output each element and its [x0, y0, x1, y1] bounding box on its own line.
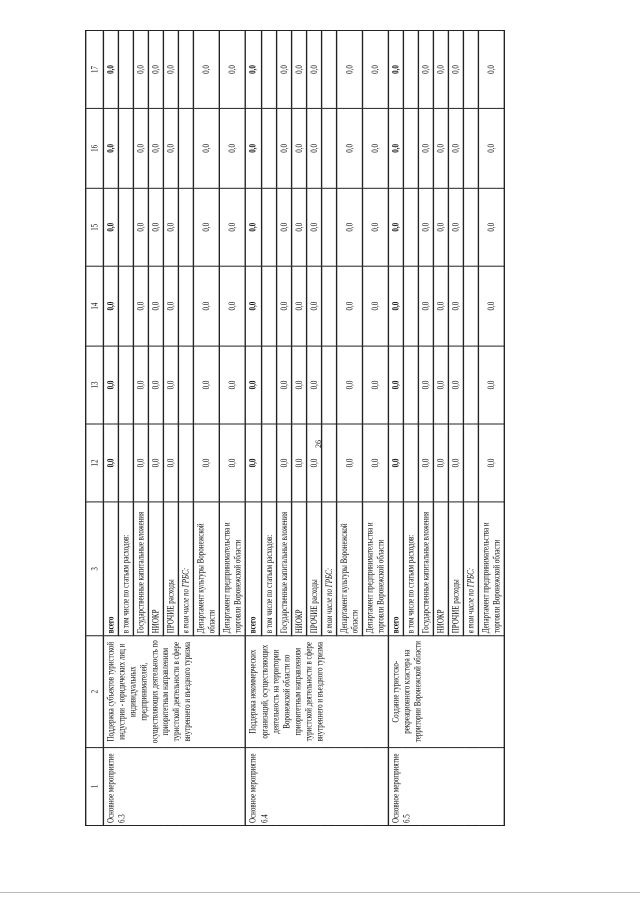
value-cell: 0,0 — [164, 424, 179, 502]
expense-category-cell: в том числе по статьям расходов: — [261, 502, 276, 636]
value-cell: 0,0 — [246, 188, 261, 266]
column-header: 13 — [86, 346, 104, 424]
value-cell: 0,0 — [388, 108, 403, 188]
value-cell: 0,0 — [291, 424, 306, 502]
column-header: 1 — [86, 748, 104, 826]
column-header: 12 — [86, 424, 104, 502]
expense-category-cell: ПРОЧИЕ расходы — [306, 502, 321, 636]
value-cell: 0,0 — [220, 424, 246, 502]
column-header: 2 — [86, 636, 104, 748]
expense-category-cell: ПРОЧИЕ расходы — [449, 502, 464, 636]
column-header: 14 — [86, 266, 104, 346]
expense-category-cell: НИОКР — [149, 502, 164, 636]
value-cell: 0,0 — [164, 346, 179, 424]
value-cell: 0,0 — [103, 188, 118, 266]
value-cell: 0,0 — [164, 188, 179, 266]
expense-category-cell: ПРОЧИЕ расходы — [164, 502, 179, 636]
value-cell — [321, 108, 336, 188]
value-cell: 0,0 — [246, 108, 261, 188]
value-cell — [403, 424, 418, 502]
value-cell — [179, 424, 194, 502]
value-cell: 0,0 — [276, 30, 291, 108]
value-cell: 0,0 — [336, 30, 362, 108]
value-cell: 0,0 — [336, 424, 362, 502]
value-cell: 0,0 — [194, 30, 220, 108]
expense-category-cell: Департамент предпринимательства и торговли Воронежской области — [220, 502, 246, 636]
event-description-cell: Поддержка некоммерческих организаций, осуществляющих деятельность на территории Воронежской области по приоритетным направлениям туристской деятельности в сфере внутреннего и въездного туризма — [246, 636, 388, 748]
value-cell: 0,0 — [149, 346, 164, 424]
expense-category-cell: Государственные капитальные вложения — [418, 502, 433, 636]
column-header: 15 — [86, 188, 104, 266]
value-cell: 0,0 — [362, 266, 388, 346]
value-cell: 0,0 — [164, 266, 179, 346]
value-cell — [321, 424, 336, 502]
value-cell — [261, 424, 276, 502]
expense-category-cell: Департамент культуры Воронежской области — [336, 502, 362, 636]
value-cell: 0,0 — [362, 108, 388, 188]
header-row — [86, 30, 104, 825]
value-cell: 0,0 — [418, 346, 433, 424]
value-cell: 0,0 — [388, 188, 403, 266]
value-cell: 0,0 — [246, 346, 261, 424]
value-cell: 0,0 — [194, 424, 220, 502]
value-cell: 0,0 — [276, 188, 291, 266]
value-cell: 0,0 — [246, 30, 261, 108]
value-cell — [403, 188, 418, 266]
page-bottom-divider — [0, 892, 640, 893]
value-cell — [321, 266, 336, 346]
value-cell: 0,0 — [418, 266, 433, 346]
value-cell: 0,0 — [434, 30, 449, 108]
value-cell: 0,0 — [418, 30, 433, 108]
value-cell: 0,0 — [306, 30, 321, 108]
value-cell — [464, 266, 479, 346]
value-cell: 0,0 — [164, 30, 179, 108]
value-cell: 0,0 — [291, 346, 306, 424]
value-cell — [179, 346, 194, 424]
value-cell: 0,0 — [434, 424, 449, 502]
value-cell — [261, 188, 276, 266]
value-cell: 0,0 — [449, 188, 464, 266]
value-cell: 0,0 — [434, 188, 449, 266]
value-cell: 0,0 — [149, 188, 164, 266]
value-cell — [118, 108, 133, 188]
page-number: 26 — [314, 440, 323, 448]
table-row — [246, 30, 261, 825]
value-cell: 0,0 — [103, 346, 118, 424]
value-cell — [321, 188, 336, 266]
value-cell — [261, 346, 276, 424]
value-cell: 0,0 — [449, 346, 464, 424]
value-cell: 0,0 — [479, 346, 505, 424]
value-cell: 0,0 — [134, 30, 149, 108]
value-cell: 0,0 — [134, 188, 149, 266]
value-cell — [179, 30, 194, 108]
value-cell: 0,0 — [194, 266, 220, 346]
value-cell — [321, 30, 336, 108]
value-cell — [261, 30, 276, 108]
value-cell: 0,0 — [103, 266, 118, 346]
value-cell: 0,0 — [291, 266, 306, 346]
value-cell: 0,0 — [434, 266, 449, 346]
value-cell: 0,0 — [220, 30, 246, 108]
expense-category-cell: в том числе по ГРБС: — [464, 502, 479, 636]
value-cell: 0,0 — [449, 108, 464, 188]
expense-category-cell: Государственные капитальные вложения — [134, 502, 149, 636]
value-cell: 0,0 — [276, 108, 291, 188]
value-cell: 0,0 — [479, 188, 505, 266]
column-header: 17 — [86, 30, 104, 108]
column-header: 16 — [86, 108, 104, 188]
expense-category-cell: в том числе по ГРБС: — [179, 502, 194, 636]
value-cell: 0,0 — [134, 108, 149, 188]
value-cell: 0,0 — [220, 346, 246, 424]
column-header: 3 — [86, 502, 104, 636]
value-cell: 0,0 — [291, 108, 306, 188]
value-cell: 0,0 — [336, 266, 362, 346]
value-cell: 0,0 — [336, 108, 362, 188]
expense-category-cell: Департамент предпринимательства и торговли Воронежской области — [479, 502, 505, 636]
value-cell: 0,0 — [306, 424, 321, 502]
value-cell — [464, 108, 479, 188]
value-cell: 0,0 — [306, 108, 321, 188]
value-cell: 0,0 — [362, 424, 388, 502]
value-cell: 0,0 — [220, 266, 246, 346]
table-body — [103, 30, 504, 825]
value-cell: 0,0 — [362, 346, 388, 424]
value-cell: 0,0 — [388, 346, 403, 424]
value-cell: 0,0 — [194, 188, 220, 266]
value-cell: 0,0 — [149, 108, 164, 188]
expense-category-cell: всего — [388, 502, 403, 636]
value-cell — [118, 346, 133, 424]
value-cell: 0,0 — [220, 188, 246, 266]
value-cell: 0,0 — [306, 266, 321, 346]
value-cell: 0,0 — [479, 424, 505, 502]
value-cell: 0,0 — [449, 424, 464, 502]
value-cell — [464, 346, 479, 424]
value-cell — [179, 188, 194, 266]
value-cell: 0,0 — [418, 188, 433, 266]
value-cell: 0,0 — [479, 266, 505, 346]
value-cell — [464, 424, 479, 502]
value-cell: 0,0 — [246, 424, 261, 502]
budget-table — [85, 30, 505, 826]
value-cell: 0,0 — [388, 266, 403, 346]
event-name-cell: Основное мероприятие 6.3 — [103, 748, 245, 826]
value-cell: 0,0 — [362, 30, 388, 108]
expense-category-cell: НИОКР — [434, 502, 449, 636]
value-cell: 0,0 — [291, 188, 306, 266]
value-cell: 0,0 — [434, 108, 449, 188]
value-cell: 0,0 — [149, 424, 164, 502]
value-cell — [403, 346, 418, 424]
value-cell: 0,0 — [336, 346, 362, 424]
value-cell — [261, 108, 276, 188]
value-cell: 0,0 — [449, 30, 464, 108]
value-cell: 0,0 — [194, 346, 220, 424]
value-cell: 0,0 — [388, 424, 403, 502]
expense-category-cell: в том числе по статьям расходов: — [403, 502, 418, 636]
value-cell: 0,0 — [134, 424, 149, 502]
value-cell: 0,0 — [194, 108, 220, 188]
value-cell: 0,0 — [276, 346, 291, 424]
table-row — [103, 30, 118, 825]
value-cell: 0,0 — [276, 266, 291, 346]
value-cell — [118, 424, 133, 502]
value-cell: 0,0 — [418, 424, 433, 502]
value-cell — [118, 188, 133, 266]
value-cell: 0,0 — [336, 188, 362, 266]
value-cell: 0,0 — [103, 30, 118, 108]
table-row — [388, 30, 403, 825]
value-cell — [403, 30, 418, 108]
event-name-cell: Основное мероприятие 6.4 — [246, 748, 388, 826]
value-cell — [403, 266, 418, 346]
value-cell — [403, 108, 418, 188]
expense-category-cell: в том числе по ГРБС: — [321, 502, 336, 636]
value-cell: 0,0 — [306, 346, 321, 424]
value-cell: 0,0 — [306, 188, 321, 266]
expense-category-cell: Департамент культуры Воронежской области — [194, 502, 220, 636]
value-cell — [321, 346, 336, 424]
value-cell: 0,0 — [479, 30, 505, 108]
value-cell — [464, 188, 479, 266]
value-cell: 0,0 — [134, 346, 149, 424]
value-cell: 0,0 — [291, 30, 306, 108]
value-cell: 0,0 — [220, 108, 246, 188]
value-cell: 0,0 — [103, 424, 118, 502]
value-cell: 0,0 — [479, 108, 505, 188]
value-cell: 0,0 — [164, 108, 179, 188]
value-cell — [118, 30, 133, 108]
expense-category-cell: всего — [246, 502, 261, 636]
value-cell: 0,0 — [149, 30, 164, 108]
value-cell — [179, 266, 194, 346]
expense-category-cell: Государственные капитальные вложения — [276, 502, 291, 636]
value-cell: 0,0 — [388, 30, 403, 108]
value-cell: 0,0 — [246, 266, 261, 346]
value-cell: 0,0 — [449, 266, 464, 346]
value-cell: 0,0 — [418, 108, 433, 188]
expense-category-cell: в том числе по статьям расходов: — [118, 502, 133, 636]
value-cell — [261, 266, 276, 346]
value-cell: 0,0 — [134, 266, 149, 346]
value-cell: 0,0 — [434, 346, 449, 424]
value-cell — [464, 30, 479, 108]
event-name-cell: Основное мероприятие 6.5 — [388, 748, 504, 826]
event-description-cell: Создание туристско-рекреационного кластера на территории Воронежской области — [388, 636, 504, 748]
budget-table-container — [85, 31, 640, 826]
value-cell — [179, 108, 194, 188]
expense-category-cell: Департамент предпринимательства и торговли Воронежской области — [362, 502, 388, 636]
expense-category-cell: НИОКР — [291, 502, 306, 636]
value-cell: 0,0 — [276, 424, 291, 502]
value-cell — [118, 266, 133, 346]
value-cell: 0,0 — [149, 266, 164, 346]
expense-category-cell: всего — [103, 502, 118, 636]
value-cell: 0,0 — [362, 188, 388, 266]
value-cell: 0,0 — [103, 108, 118, 188]
event-description-cell: Поддержка субъектов туристской индустрии - юридических лиц и индивидуальных предпринимателей, осуществляющих деятельность по приоритетным направлениям туристской деятельности в сфере внутреннего и въездного туризма — [103, 636, 245, 748]
